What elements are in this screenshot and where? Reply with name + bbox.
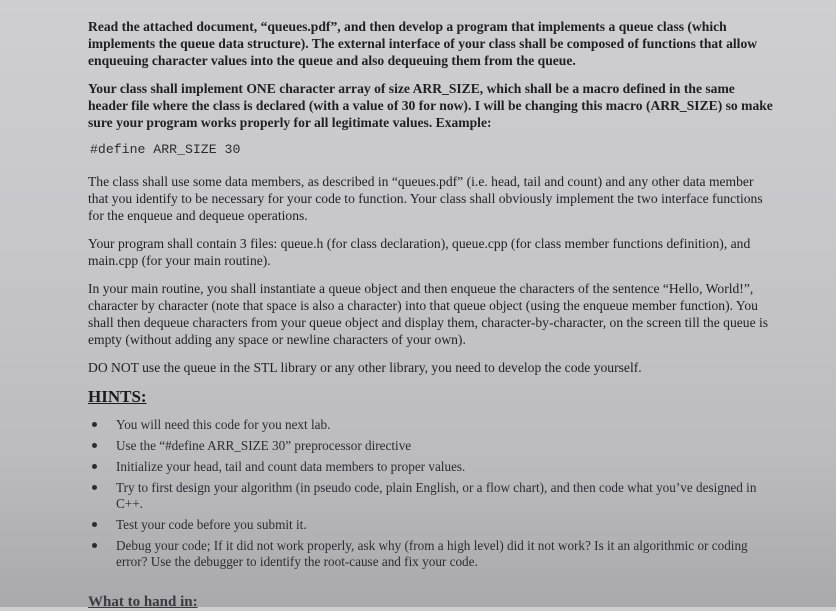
intro-text-1: Read the attached document,: [88, 19, 261, 34]
hint-item: Debug your code; If it did not work properly, ask why (from a high level) did it not work? Is it an algorithmic or coding error? Use the debugger to identify the root-cause and fix your code.: [88, 538, 776, 570]
hand-in-heading: What to hand in:: [88, 594, 198, 610]
hints-heading: HINTS:: [88, 387, 147, 406]
bullet-icon: [92, 543, 97, 548]
intro-filename: “queues.pdf”: [260, 19, 338, 34]
hint-item: You will need this code for you next lab.: [88, 417, 776, 433]
bullet-icon: [92, 464, 97, 469]
stl-warning-paragraph: DO NOT use the queue in the STL library or any other library, you need to develop the code yourself.: [88, 360, 642, 375]
array-paragraph: Your class shall implement ONE character array of size ARR_SIZE, which shall be a macro defined in the same header file where the class is declared (with a value of 30 for now). I will be changing this macro (ARR_SIZE) so make sure your program works properly for all legitimate values. Example:: [88, 81, 773, 130]
intro-text-2: , and then develop a program that implements a queue class (which implements the queue data structure). The external interface of your class shall be composed of functions that allow enqueuing character values into the queue and also dequeuing them from the queue.: [88, 19, 758, 68]
bullet-icon: [92, 522, 97, 527]
main-routine-paragraph: In your main routine, you shall instantiate a queue object and then enqueue the characters of the sentence “Hello, World!”, character by character (note that space is also a character) into that queue object (using the enqueue member function). You shall then dequeue characters from your queue object and display them, character-by-character, on the screen till the queue is empty (without adding any space or newline characters of your own).: [88, 281, 769, 347]
intro-paragraph: [88, 18, 776, 69]
files-paragraph: Your program shall contain 3 files: queue.h (for class declaration), queue.cpp (for class member functions definition), and main.cpp (for your main routine).: [88, 236, 751, 268]
hint-item: Use the “#define ARR_SIZE 30” preprocessor directive: [88, 438, 776, 454]
bullet-icon: [92, 443, 97, 448]
hint-item: Initialize your head, tail and count data members to proper values.: [88, 459, 776, 475]
hints-list: [88, 417, 776, 570]
hint-item: Test your code before you submit it.: [88, 517, 776, 533]
data-members-paragraph: The class shall use some data members, as described in “queues.pdf” (i.e. head, tail and count) and any other data member that you identify to be necessary for your code to function. Your class shall obviously implement the two interface functions for the enqueue and dequeue operations.: [88, 174, 763, 223]
bullet-icon: [92, 485, 97, 490]
hint-item: Try to first design your algorithm (in pseudo code, plain English, or a flow chart), and then code what you’ve designed in C++.: [88, 480, 776, 512]
bullet-icon: [92, 422, 97, 427]
code-example: #define ARR_SIZE 30: [90, 142, 241, 157]
